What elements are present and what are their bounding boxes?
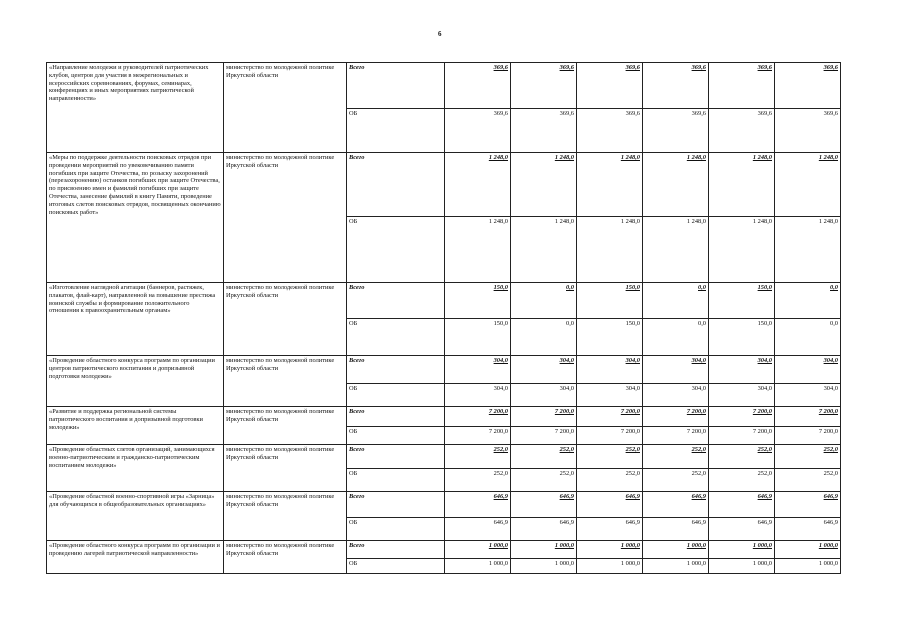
total-value-cell: 1 000,0 (511, 541, 577, 559)
funding-source-total: Всего (347, 492, 445, 518)
total-value-cell: 646,9 (511, 492, 577, 518)
ob-value-cell: 252,0 (775, 469, 841, 492)
funding-source-ob: ОБ (347, 109, 445, 153)
funding-source-total: Всего (347, 445, 445, 469)
activity-name-cell: «Проведение областного конкурса программ по организации и проведению лагерей патриотической направленности» (47, 541, 224, 574)
total-value-cell: 150,0 (577, 283, 643, 319)
table-row-total (47, 407, 841, 427)
ob-value-cell: 150,0 (709, 319, 775, 356)
table-row-total (47, 492, 841, 518)
total-value-cell: 150,0 (445, 283, 511, 319)
total-value-cell: 252,0 (775, 445, 841, 469)
total-value-cell: 252,0 (445, 445, 511, 469)
total-value-cell: 646,9 (709, 492, 775, 518)
ob-value-cell: 646,9 (709, 518, 775, 541)
total-value-cell: 369,6 (445, 63, 511, 109)
ob-value-cell: 1 000,0 (577, 559, 643, 574)
page-number: 6 (438, 30, 442, 38)
funding-source-ob: ОБ (347, 217, 445, 283)
activity-name-cell: «Изготовление наглядной агитации (баннеров, растяжек, плакатов, флай-карт), направленной на повышение престижа воинской службы и формирование положительного отношения к правоохранительным органам» (47, 283, 224, 356)
activity-name-cell: «Проведение областных слетов организаций, занимающихся военно-патриотическим и гражданско-патриотическим воспитанием молодежи» (47, 445, 224, 492)
total-value-cell: 7 200,0 (445, 407, 511, 427)
total-value-cell: 1 000,0 (709, 541, 775, 559)
funding-source-total: Всего (347, 541, 445, 559)
total-value-cell: 304,0 (577, 356, 643, 384)
ob-value-cell: 1 248,0 (709, 217, 775, 283)
total-value-cell: 7 200,0 (709, 407, 775, 427)
ob-value-cell: 1 000,0 (511, 559, 577, 574)
funding-source-ob: ОБ (347, 518, 445, 541)
ob-value-cell: 369,6 (643, 109, 709, 153)
ob-value-cell: 304,0 (709, 384, 775, 407)
activity-name-cell: «Направление молодежи и руководителей патриотических клубов, центров для участия в межрегиональных и всероссийских соревнованиях, форумах, семинарах, конференциях и иных мероприятиях патриотической направленности» (47, 63, 224, 153)
total-value-cell: 1 000,0 (577, 541, 643, 559)
funding-source-ob: ОБ (347, 319, 445, 356)
responsible-cell: министерство по молодежной политике Иркутской области (224, 541, 347, 574)
total-value-cell: 7 200,0 (577, 407, 643, 427)
table-row-total (47, 63, 841, 109)
ob-value-cell: 1 248,0 (445, 217, 511, 283)
funding-source-total: Всего (347, 153, 445, 217)
total-value-cell: 646,9 (643, 492, 709, 518)
total-value-cell: 252,0 (511, 445, 577, 469)
ob-value-cell: 150,0 (577, 319, 643, 356)
ob-value-cell: 1 248,0 (775, 217, 841, 283)
total-value-cell: 369,6 (643, 63, 709, 109)
total-value-cell: 1 248,0 (643, 153, 709, 217)
ob-value-cell: 1 000,0 (643, 559, 709, 574)
budget-table (46, 62, 841, 574)
ob-value-cell: 304,0 (577, 384, 643, 407)
ob-value-cell: 1 000,0 (709, 559, 775, 574)
ob-value-cell: 150,0 (445, 319, 511, 356)
total-value-cell: 252,0 (577, 445, 643, 469)
ob-value-cell: 304,0 (775, 384, 841, 407)
responsible-cell: министерство по молодежной политике Иркутской области (224, 407, 347, 445)
total-value-cell: 369,6 (577, 63, 643, 109)
total-value-cell: 0,0 (511, 283, 577, 319)
ob-value-cell: 7 200,0 (643, 427, 709, 445)
ob-value-cell: 1 248,0 (643, 217, 709, 283)
budget-table-body (47, 63, 841, 574)
table-row-total (47, 541, 841, 559)
total-value-cell: 1 248,0 (511, 153, 577, 217)
ob-value-cell: 1 248,0 (511, 217, 577, 283)
total-value-cell: 369,6 (709, 63, 775, 109)
total-value-cell: 252,0 (643, 445, 709, 469)
ob-value-cell: 0,0 (643, 319, 709, 356)
total-value-cell: 369,6 (511, 63, 577, 109)
activity-name-cell: «Проведение областной военно-спортивной игры «Зарница» для обучающихся в общеобразовательных организациях» (47, 492, 224, 541)
ob-value-cell: 252,0 (643, 469, 709, 492)
ob-value-cell: 7 200,0 (511, 427, 577, 445)
ob-value-cell: 369,6 (577, 109, 643, 153)
responsible-cell: министерство по молодежной политике Иркутской области (224, 492, 347, 541)
total-value-cell: 1 000,0 (643, 541, 709, 559)
total-value-cell: 252,0 (709, 445, 775, 469)
table-row-total (47, 283, 841, 319)
ob-value-cell: 0,0 (775, 319, 841, 356)
responsible-cell: министерство по молодежной политике Иркутской области (224, 283, 347, 356)
ob-value-cell: 304,0 (643, 384, 709, 407)
total-value-cell: 7 200,0 (511, 407, 577, 427)
total-value-cell: 304,0 (445, 356, 511, 384)
ob-value-cell: 646,9 (577, 518, 643, 541)
ob-value-cell: 1 248,0 (577, 217, 643, 283)
total-value-cell: 1 000,0 (445, 541, 511, 559)
ob-value-cell: 7 200,0 (445, 427, 511, 445)
activity-name-cell: «Меры по поддержке деятельности поисковых отрядов при проведении мероприятий по увековечиванию памяти погибших при защите Отечества, по розыску захоронений (перезахоронению) останков погибших при защите Отечества, по присвоению имен и фамилий погибших при защите Отечества, занесение фамилий в книгу Памяти, проведение итоговых слетов поисковых отрядов, посвященных окончанию поисковых работ» (47, 153, 224, 283)
table-row-total (47, 445, 841, 469)
ob-value-cell: 646,9 (511, 518, 577, 541)
total-value-cell: 7 200,0 (775, 407, 841, 427)
ob-value-cell: 7 200,0 (577, 427, 643, 445)
ob-value-cell: 7 200,0 (775, 427, 841, 445)
total-value-cell: 1 248,0 (445, 153, 511, 217)
ob-value-cell: 0,0 (511, 319, 577, 356)
funding-source-ob: ОБ (347, 559, 445, 574)
funding-source-total: Всего (347, 356, 445, 384)
ob-value-cell: 252,0 (577, 469, 643, 492)
ob-value-cell: 1 000,0 (445, 559, 511, 574)
funding-source-total: Всего (347, 63, 445, 109)
responsible-cell: министерство по молодежной политике Иркутской области (224, 445, 347, 492)
total-value-cell: 1 248,0 (775, 153, 841, 217)
ob-value-cell: 369,6 (775, 109, 841, 153)
table-row-total (47, 153, 841, 217)
funding-source-ob: ОБ (347, 427, 445, 445)
total-value-cell: 304,0 (511, 356, 577, 384)
total-value-cell: 304,0 (643, 356, 709, 384)
funding-source-total: Всего (347, 283, 445, 319)
ob-value-cell: 252,0 (445, 469, 511, 492)
total-value-cell: 150,0 (709, 283, 775, 319)
total-value-cell: 1 248,0 (577, 153, 643, 217)
ob-value-cell: 252,0 (709, 469, 775, 492)
ob-value-cell: 304,0 (445, 384, 511, 407)
ob-value-cell: 646,9 (775, 518, 841, 541)
total-value-cell: 1 248,0 (709, 153, 775, 217)
ob-value-cell: 1 000,0 (775, 559, 841, 574)
ob-value-cell: 7 200,0 (709, 427, 775, 445)
activity-name-cell: «Проведение областного конкурса программ по организации центров патриотического воспитания и допризывной подготовки молодежи» (47, 356, 224, 407)
total-value-cell: 304,0 (709, 356, 775, 384)
total-value-cell: 646,9 (775, 492, 841, 518)
ob-value-cell: 646,9 (643, 518, 709, 541)
funding-source-total: Всего (347, 407, 445, 427)
responsible-cell: министерство по молодежной политике Иркутской области (224, 356, 347, 407)
total-value-cell: 0,0 (775, 283, 841, 319)
total-value-cell: 304,0 (775, 356, 841, 384)
total-value-cell: 7 200,0 (643, 407, 709, 427)
table-row-total (47, 356, 841, 384)
total-value-cell: 1 000,0 (775, 541, 841, 559)
ob-value-cell: 646,9 (445, 518, 511, 541)
total-value-cell: 646,9 (577, 492, 643, 518)
activity-name-cell: «Развитие и поддержка региональной системы патриотического воспитания и допризывной подготовки молодежи» (47, 407, 224, 445)
responsible-cell: министерство по молодежной политике Иркутской области (224, 63, 347, 153)
total-value-cell: 0,0 (643, 283, 709, 319)
total-value-cell: 646,9 (445, 492, 511, 518)
ob-value-cell: 252,0 (511, 469, 577, 492)
ob-value-cell: 369,6 (511, 109, 577, 153)
funding-source-ob: ОБ (347, 384, 445, 407)
ob-value-cell: 369,6 (445, 109, 511, 153)
ob-value-cell: 369,6 (709, 109, 775, 153)
ob-value-cell: 304,0 (511, 384, 577, 407)
funding-source-ob: ОБ (347, 469, 445, 492)
responsible-cell: министерство по молодежной политике Иркутской области (224, 153, 347, 283)
total-value-cell: 369,6 (775, 63, 841, 109)
